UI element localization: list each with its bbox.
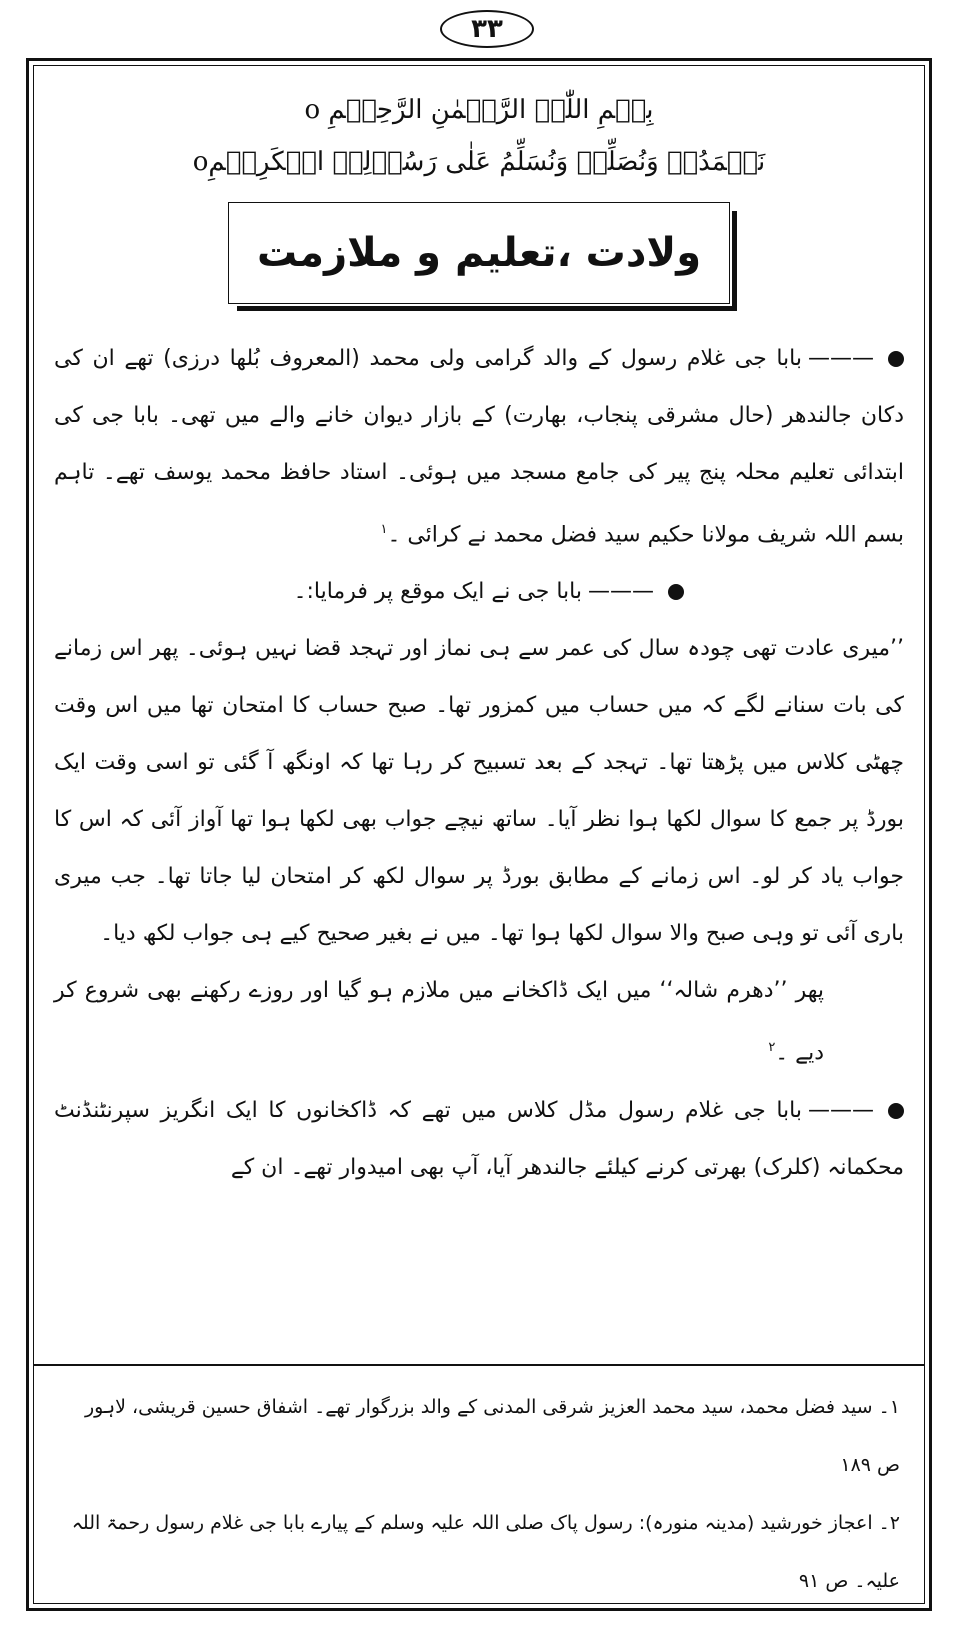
paragraph-2 <box>54 563 684 620</box>
dash-separator: ——— <box>808 1097 874 1123</box>
dash-separator: ——— <box>808 346 874 371</box>
bismillah-line: بِسۡمِ اللّٰہِ الرَّحۡمٰنِ الرَّحِیۡمِ o <box>304 95 654 125</box>
footnote-2: ۲۔ اعجاز خورشید (مدینہ منورہ): رسول پاک صلی اللہ علیہ وسلم کے پیارے بابا جی غلام رسول رحمۃ اللہ علیہ۔ ص ۹۱ <box>71 1512 900 1592</box>
page-frame <box>26 58 932 1611</box>
dash-separator: ——— <box>588 579 654 605</box>
paragraph-4-text: پھر ’’دھرم شالہ‘‘ میں ایک ڈاکخانے میں ملازم ہو گیا اور روزے رکھنے بھی شروع کر دیے ۔ <box>54 978 824 1066</box>
paragraph-4 <box>54 962 824 1081</box>
durood-line: نَحۡمَدُہٗ وَنُصَلِّیۡ وَنُسَلِّمُ عَلٰی رَسُوۡلِہِ الۡکَرِیۡمِo <box>192 147 766 177</box>
bullet-icon <box>668 584 684 600</box>
paragraph-5 <box>54 1082 904 1196</box>
footnotes-section <box>34 1364 924 1610</box>
page-content <box>54 84 904 1196</box>
paragraph-1 <box>54 330 904 563</box>
chapter-title-box <box>228 202 730 304</box>
footnote-1: ۱۔ سید فضل محمد، سید محمد العزیز شرقی المدنی کے والد بزرگوار تھے۔ اشفاق حسین قریشی، لاہور ص ۱۸۹ <box>84 1396 900 1476</box>
paragraph-1-text: بابا جی غلام رسول کے والد گرامی ولی محمد (المعروف بُلھا درزی) تھے ان کی دکان جالندھر (حال مشرقی پنجاب، بھارت) کے بازار دیوان خانے والے میں تھی۔ بابا جی کی ابتدائی تعلیم محلہ پنج پیر کی جامع مسجد میں ہوئی۔ استاد حافظ محمد یوسف تھے۔ تاہم بسم اللہ شریف مولانا حکیم سید فضل محمد نے کرائی ۔ <box>54 346 904 548</box>
chapter-title: ولادت ،تعلیم و ملازمت <box>256 230 702 276</box>
footnote-ref-2: ۲ <box>768 1040 776 1056</box>
bullet-icon <box>888 1103 904 1119</box>
bullet-icon <box>888 351 904 367</box>
footnote-ref-1: ۱ <box>380 522 388 537</box>
paragraph-3: ’’میری عادت تھی چودہ سال کی عمر سے ہی نماز اور تہجد قضا نہیں ہوئی۔ پھر اس زمانے کی بات سنانے لگے کہ میں حساب میں کمزور تھا۔ صبح حساب کا امتحان تھا میں اس وقت چھٹی کلاس میں پڑھتا تھا۔ تہجد کے بعد تسبیح کر رہا تھا کہ اونگھ آ گئی تو اسی وقت ایک بورڈ پر جمع کا سوال لکھا ہوا نظر آیا۔ ساتھ نیچے جواب بھی لکھا ہوا تھا آواز آئی کہ اس کا جواب یاد کر لو۔ اس زمانے کے مطابق بورڈ پر سوال لکھ کر امتحان لیا جاتا تھا۔ جب میری باری آئی تو وہی صبح والا سوال لکھا ہوا تھا۔ میں نے بغیر صحیح کیے ہی جواب لکھ دیا۔ <box>54 636 904 947</box>
paragraph-5-text: بابا جی غلام رسول مڈل کلاس میں تھے کہ ڈاکخانوں کا ایک انگریز سپرنٹنڈنٹ محکمانہ (کلرک) بھرتی کرنے کیلئے جالندھر آیا، آپ بھی امیدوار تھے۔ ان کے <box>54 1097 904 1180</box>
paragraph-2-text: بابا جی نے ایک موقع پر فرمایا:۔ <box>293 579 582 605</box>
page-frame-inner <box>33 65 925 1604</box>
page-number: ۳۳ <box>440 10 534 48</box>
